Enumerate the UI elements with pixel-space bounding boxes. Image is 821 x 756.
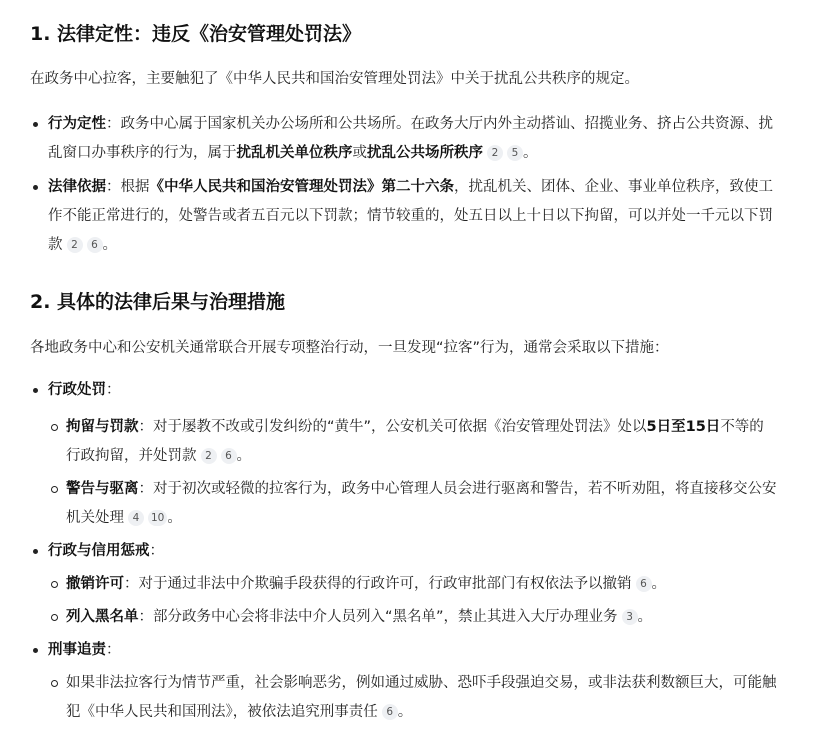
- text: 。: [397, 704, 413, 720]
- section1-lead: 在政务中心拉客，主要触犯了《中华人民共和国治安管理处罚法》中关于扰乱公共秩序的规定。: [30, 71, 639, 87]
- bold-text: 《中华人民共和国治安管理处罚法》第二十六条: [149, 179, 454, 195]
- bold-text: 5日至15日: [646, 419, 721, 435]
- citation-badge[interactable]: 5: [507, 145, 523, 161]
- text: ：: [106, 642, 121, 658]
- text: ：政务中心属于国家机关办公场所和公共场所。在政务大厅内外主动搭讪、招揽业务、挤占公共资源、扰乱窗口办事秩序的行为，属于: [48, 116, 773, 161]
- text: ：对于屡教不改或引发纠纷的“黄牛”，公安机关可依据《治安管理处罚法》处以: [138, 419, 647, 435]
- list-item-behavior: [30, 110, 778, 168]
- list-item-admin-penalty: [30, 376, 778, 405]
- citation-badge[interactable]: 2: [67, 237, 83, 253]
- term: 警告与驱离: [66, 481, 139, 497]
- section2-list: [30, 376, 778, 727]
- sub-item-criminal-liability: [30, 669, 778, 727]
- bold-text: 扰乱机关单位秩序: [236, 145, 353, 161]
- bold-text: 扰乱公共场所秩序: [367, 145, 483, 161]
- citation-badge[interactable]: 6: [382, 704, 398, 720]
- sub-item-warning-expel: [30, 475, 778, 533]
- text: 。: [637, 609, 653, 625]
- text: ：: [149, 543, 164, 559]
- text: 或: [352, 145, 367, 161]
- text: 。: [236, 448, 251, 464]
- list-item-criminal: [30, 636, 778, 665]
- citation-badge[interactable]: 4: [128, 510, 144, 526]
- citation-badge[interactable]: 3: [622, 609, 638, 625]
- term-behavior: 行为定性: [48, 116, 106, 132]
- citation-badge[interactable]: 6: [87, 237, 103, 253]
- citation-badge[interactable]: 2: [487, 145, 503, 161]
- term: 拘留与罚款: [66, 419, 139, 435]
- term: 撤销许可: [66, 576, 124, 592]
- text: 不等的行政拘留，并处罚款: [66, 419, 764, 464]
- text: 。: [167, 510, 182, 526]
- citation-badge[interactable]: 6: [221, 448, 237, 464]
- text: 。: [102, 237, 117, 253]
- group-label: 行政与信用惩戒: [48, 543, 150, 559]
- text: 。: [651, 576, 666, 592]
- text: ，扰乱机关、团体、企业、事业单位秩序，致使工作不能正常进行的，处警告或者五百元以下罚款；情节较重的，处五日以上十日以下拘留，可以并处一千元以下罚款: [48, 179, 773, 253]
- term: 列入黑名单: [66, 609, 139, 625]
- text: ：对于初次或轻微的拉客行为，政务中心管理人员会进行驱离和警告，若不听劝阻，将直接移交公安机关处理: [66, 481, 777, 526]
- group-label: 行政处罚: [48, 382, 106, 398]
- sub-item-detention-fine: [30, 413, 778, 471]
- sub-item-revoke-license: [30, 570, 778, 599]
- citation-badge[interactable]: 10: [148, 510, 167, 526]
- section2-lead: 各地政务中心和公安机关通常联合开展专项整治行动，一旦发现“拉客”行为，通常会采取以下措施：: [30, 340, 669, 356]
- text: ：对于通过非法中介欺骗手段获得的行政许可，行政审批部门有权依法予以撤销: [124, 576, 632, 592]
- list-item-legal-basis: [30, 173, 778, 260]
- sub-item-blacklist: [30, 603, 778, 632]
- text: ：: [106, 382, 121, 398]
- citation-badge[interactable]: 2: [201, 448, 217, 464]
- section1-heading: 1. 法律定性：违反《治安管理处罚法》: [30, 23, 362, 45]
- term-legal-basis: 法律依据: [48, 179, 106, 195]
- citation-badge[interactable]: 6: [636, 576, 652, 592]
- text: 。: [523, 145, 538, 161]
- group-label: 刑事追责: [48, 642, 106, 658]
- text: ：根据: [106, 179, 150, 195]
- text: 如果非法拉客行为情节严重，社会影响恶劣，例如通过威胁、恐吓手段强迫交易，或非法获利数额巨大，可能触犯《中华人民共和国刑法》，被依法追究刑事责任: [66, 675, 777, 720]
- section2-heading: 2. 具体的法律后果与治理措施: [30, 291, 286, 313]
- list-item-credit-discipline: [30, 537, 778, 566]
- text: ：部分政务中心会将非法中介人员列入“黑名单”，禁止其进入大厅办理业务: [138, 609, 618, 625]
- section1-list: [30, 110, 778, 260]
